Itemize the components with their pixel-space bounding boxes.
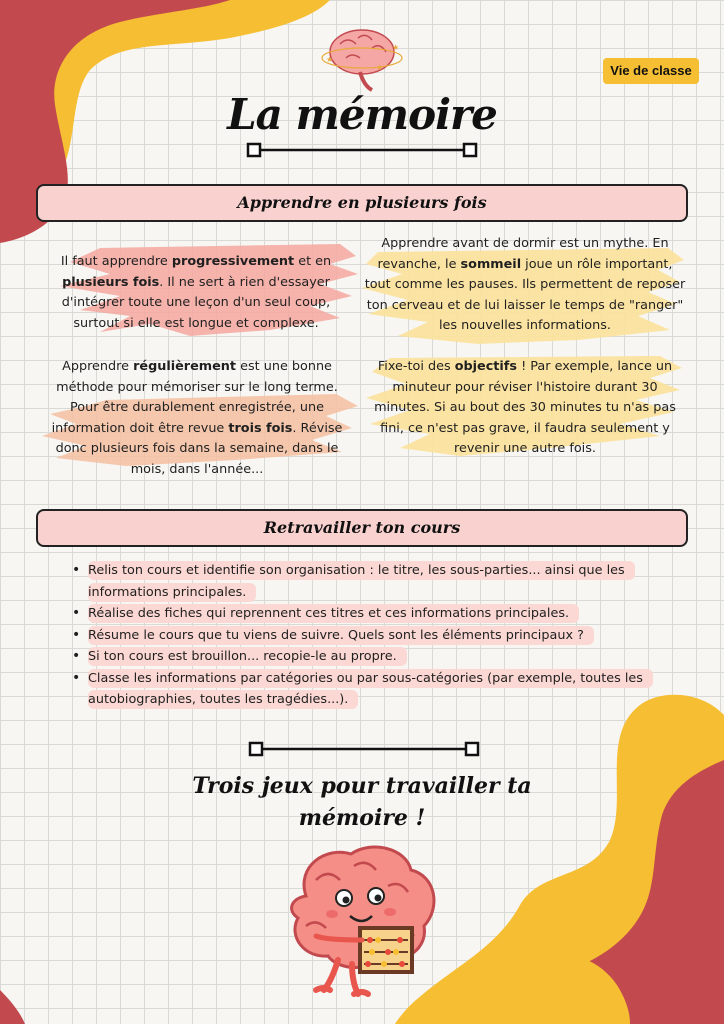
svg-text:★: ★ (326, 55, 334, 64)
page-title: La mémoire (227, 90, 497, 139)
games-title: Trois jeux pour travailler ta mémoire ! (192, 773, 532, 831)
section-header-learn: Apprendre en plusieurs fois (36, 184, 688, 222)
list-item: • Si ton cours est brouillon... recopie-le au propre. (88, 646, 698, 668)
section-header-rework: Retravailler ton cours (36, 509, 688, 547)
category-badge: Vie de classe (603, 58, 699, 84)
paragraph-objectives: Fixe-toi des objectifs ! Par exemple, lance un minuteur pour réviser l'histoire durant 30 minutes. Si au bout des 30 minutes tu n'as pas fini, ce n'est pas grave, il faudra seulement y revenir une autre fois. (374, 359, 676, 456)
list-item: • Réalise des fiches qui reprennent ces titres et ces informations principales. (88, 603, 698, 625)
paragraph-regular: Apprendre régulièrement est une bonne méthode pour mémoriser sur le long terme. Pour être durablement enregistrée, une information doit être revue trois fois. Révise donc plusieurs fois dans la semaine, dans le mois, dans l'année... (51, 359, 343, 477)
list-item: • Résume le cours que tu viens de suivre. Quels sont les éléments principaux ? (88, 625, 698, 647)
brain-mascot-abacus-icon (276, 836, 446, 1006)
title-underline-divider (244, 140, 480, 160)
svg-text:★: ★ (376, 63, 384, 72)
paragraph-progressive: Il faut apprendre progressivement et en plusieurs fois. Il ne sert à rien d'essayer d'intégrer toute une leçon d'un seul coup, surtout si elle est longue et complexe. (60, 254, 332, 331)
games-divider (246, 739, 482, 759)
brain-icon (320, 22, 404, 92)
svg-text:★: ★ (392, 43, 400, 52)
rework-tips-list (62, 560, 698, 711)
list-item: • Classe les informations par catégories ou par sous-catégories (par exemple, toutes les autobiographies, toutes les tragédies...). (88, 668, 698, 711)
paragraph-sleep: Apprendre avant de dormir est un mythe. En revanche, le sommeil joue un rôle important, tout comme les pauses. Ils permettent de reposer ton cerveau et de lui laisser le temps de "ranger" les nouvelles informations. (364, 236, 686, 333)
list-item: • Relis ton cours et identifie son organisation : le titre, les sous-parties... ainsi que les informations principales. (88, 560, 698, 603)
